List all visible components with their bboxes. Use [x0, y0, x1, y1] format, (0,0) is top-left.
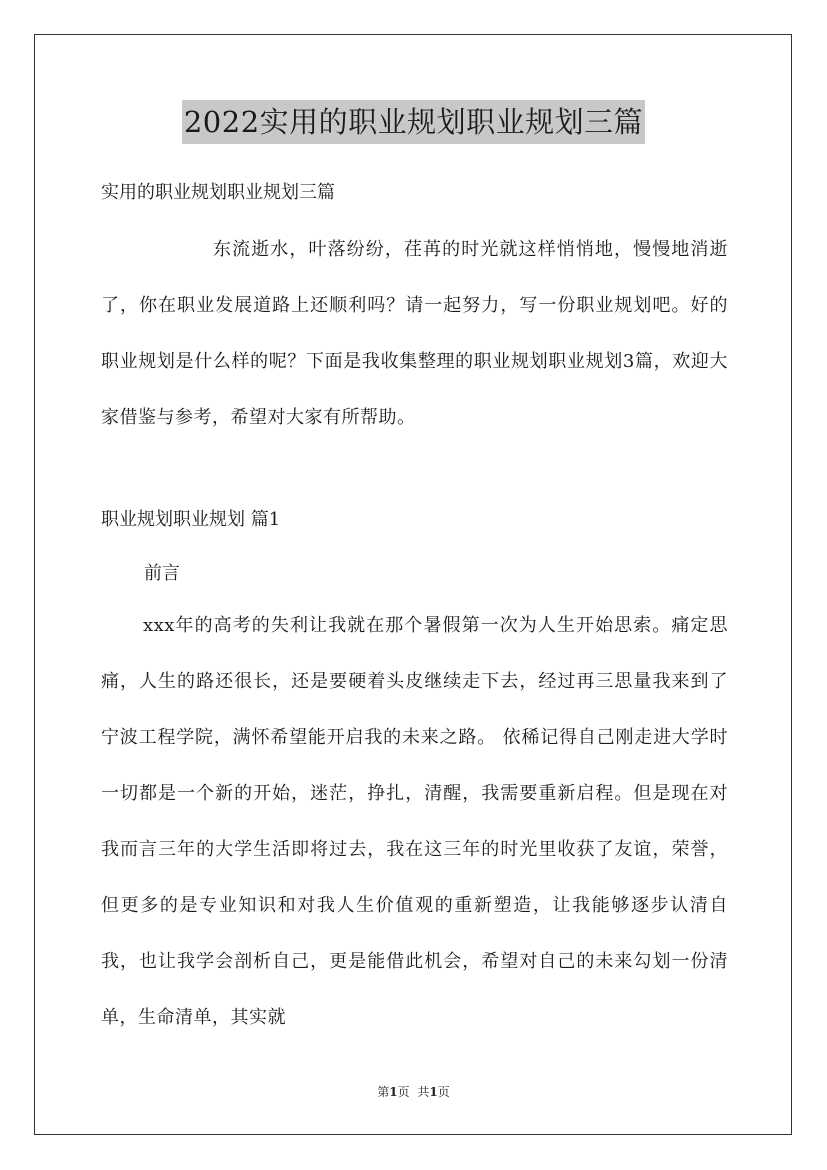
- document-title: 2022实用的职业规划职业规划三篇: [182, 100, 645, 144]
- total-suffix: 页: [437, 1085, 450, 1099]
- body-paragraph: xxx年的高考的失利让我就在那个暑假第一次为人生开始思索。痛定思痛，人生的路还很长，还是要硬着头皮继续走下去，经过再三思量我来到了宁波工程学院，满怀希望能开启我的未来之路。 依稀记得自己刚走进大学时一切都是一个新的开始，迷茫，挣扎，清醒，我需要重新启程。但是现在对我而言三年的大学生活即将过去，我在这三年的时光里收获了友谊，荣誉，但更多的是专业知识和对我人生价值观的重新塑造，让我能够逐步认清自我，也让我学会剖析自己，更是能借此机会，希望对自己的未来勾划一份清单，生命清单，其实就: [101, 615, 728, 1028]
- document-subtitle: 实用的职业规划职业规划三篇: [101, 182, 335, 203]
- title-container: [0, 100, 827, 144]
- page-suffix: 页: [397, 1085, 410, 1099]
- page-prefix: 第: [377, 1085, 390, 1099]
- page-number: 1: [389, 1085, 398, 1099]
- intro-paragraph: 东流逝水，叶落纷纷，荏苒的时光就这样悄悄地，慢慢地消逝了，你在职业发展道路上还顺利吗？请一起努力，写一份职业规划吧。好的职业规划是什么样的呢？下面是我收集整理的职业规划职业规划3篇，欢迎大家借鉴与参考，希望对大家有所帮助。: [101, 239, 728, 428]
- preface-heading: 前言: [144, 563, 180, 584]
- page-total: 1: [429, 1085, 438, 1099]
- total-prefix: 共: [417, 1085, 430, 1099]
- section-heading: 职业规划职业规划 篇1: [101, 509, 281, 530]
- page-footer: [0, 1084, 827, 1100]
